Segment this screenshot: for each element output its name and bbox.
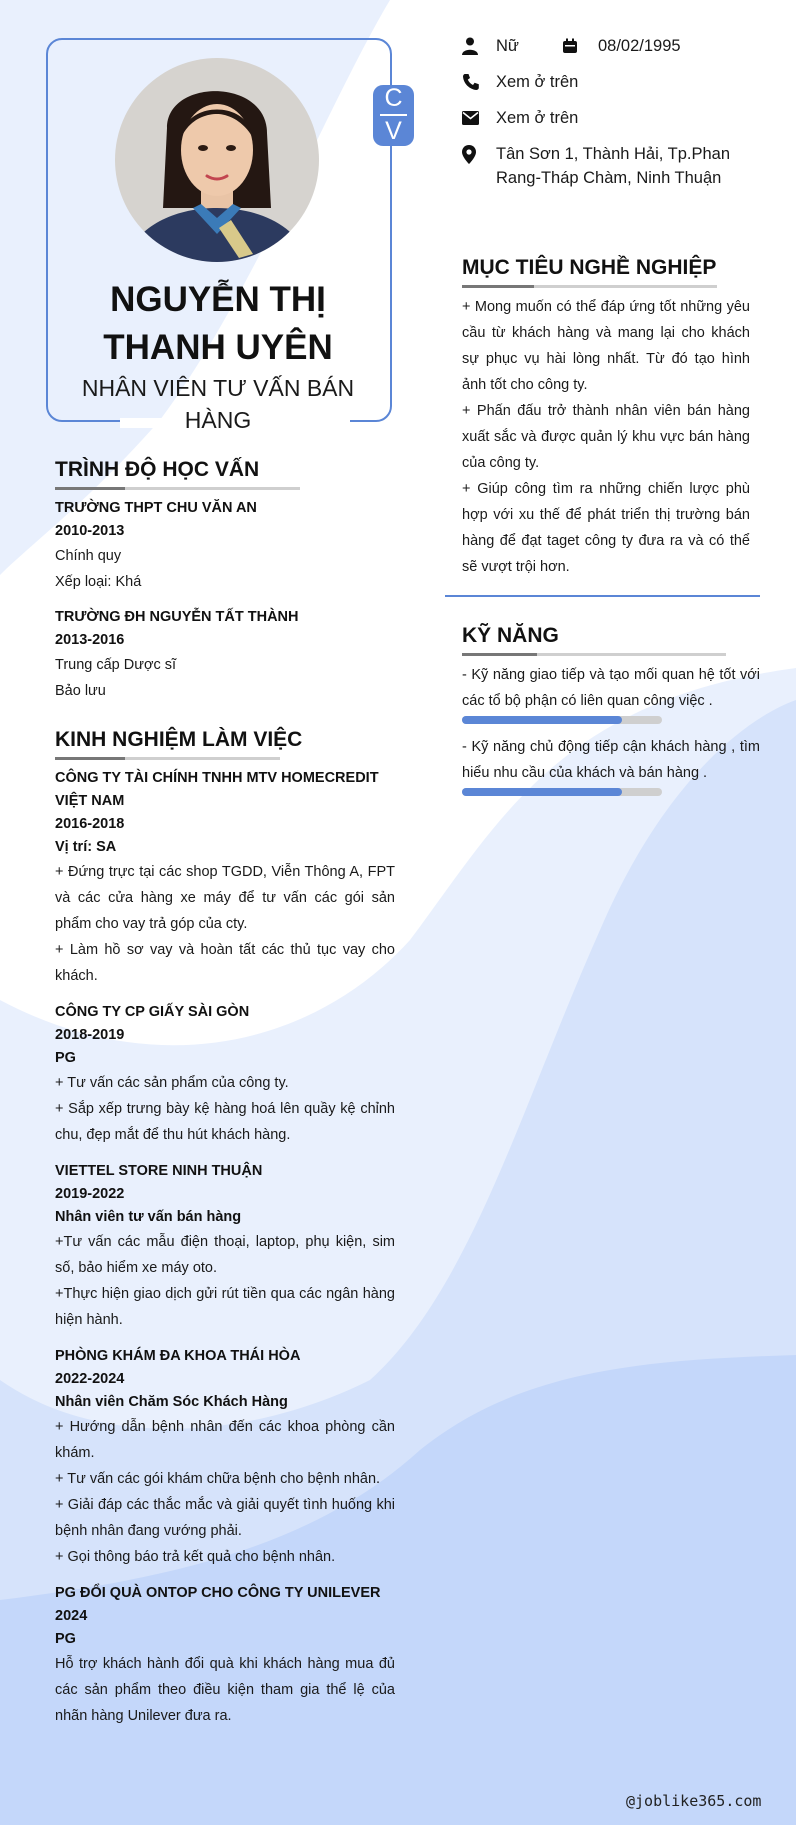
school-years: 2010-2013 xyxy=(55,523,125,539)
work-desc: + Gọi thông báo trả kết quả cho bệnh nhân. xyxy=(55,1549,336,1565)
education-underline xyxy=(55,487,300,490)
contact-info xyxy=(462,34,762,202)
cv-badge xyxy=(373,85,414,146)
skills-underline xyxy=(462,653,726,656)
work-role: PG xyxy=(55,1631,76,1647)
objective-item: + Giúp công tìm ra những chiến lược phù hợp với xu thế để phát triển thị trường bán hàng để đạt taget công ty đưa ra và có thể sẽ vượt trội hơn. xyxy=(462,481,750,575)
school-name: TRƯỜNG THPT CHU VĂN AN xyxy=(55,500,257,516)
experience-section xyxy=(55,726,395,1729)
candidate-name: NGUYỄN THỊ THANH UYÊN xyxy=(103,280,333,367)
work-desc: Hỗ trợ khách hành đổi quà khi khách hàng mua đủ các sản phẩm theo điều kiện tham gia thể lệ của nhãn hàng Unilever đưa ra. xyxy=(55,1656,395,1724)
contact-row-gender-dob xyxy=(462,34,762,58)
education-section xyxy=(55,456,395,704)
section-divider xyxy=(445,595,760,597)
company-name: PHÒNG KHÁM ĐA KHOA THÁI HÒA xyxy=(55,1348,301,1364)
envelope-icon xyxy=(462,106,482,130)
avatar xyxy=(115,58,319,262)
portrait-image xyxy=(115,58,319,262)
map-pin-icon xyxy=(462,142,482,166)
work-role: PG xyxy=(55,1050,76,1066)
work-years: 2018-2019 xyxy=(55,1027,125,1043)
phone-icon xyxy=(462,70,482,94)
company-name: CÔNG TY CP GIẤY SÀI GÒN xyxy=(55,1004,250,1020)
experience-item xyxy=(55,1160,395,1333)
work-role: Nhân viên tư vấn bán hàng xyxy=(55,1209,242,1225)
work-desc: +Thực hiện giao dịch gửi rút tiền qua các ngân hàng hiện hành. xyxy=(55,1286,395,1328)
objective-title: MỤC TIÊU NGHỀ NGHIỆP xyxy=(462,256,717,279)
work-desc: +Tư vấn các mẫu điện thoại, laptop, phụ kiện, sim số, bảo hiểm xe máy oto. xyxy=(55,1234,395,1276)
skill-bar-fill xyxy=(462,716,622,724)
contact-row-email xyxy=(462,106,762,130)
cv-badge-separator xyxy=(380,114,407,116)
experience-title: KINH NGHIỆM LÀM VIỆC xyxy=(55,728,303,751)
work-years: 2019-2022 xyxy=(55,1186,125,1202)
school-name: TRƯỜNG ĐH NGUYỄN TẤT THÀNH xyxy=(55,609,299,625)
phone-value: Xem ở trên xyxy=(496,73,579,91)
school-detail: Bảo lưu xyxy=(55,683,106,699)
work-desc: + Đứng trực tại các shop TGDD, Viễn Thông A, FPT và các cửa hàng xe máy để tư vấn các gói sản phẩm cho vay trả góp của cty. xyxy=(55,864,395,932)
work-desc: + Hướng dẫn bệnh nhân đến các khoa phòng cần khám. xyxy=(55,1419,395,1461)
school-detail: Chính quy xyxy=(55,548,122,564)
skill-bar xyxy=(462,788,662,796)
experience-item xyxy=(55,1345,395,1570)
company-name: CÔNG TY TÀI CHÍNH TNHH MTV HOMECREDIT VIỆT NAM xyxy=(55,770,379,809)
contact-row-phone xyxy=(462,70,762,94)
cv-badge-letter-c: C xyxy=(384,84,403,112)
work-role: Nhân viên Chăm Sóc Khách Hàng xyxy=(55,1394,288,1410)
work-desc: + Tư vấn các gói khám chữa bệnh cho bệnh nhân. xyxy=(55,1471,381,1487)
work-desc: + Tư vấn các sản phẩm của công ty. xyxy=(55,1075,289,1091)
work-role: Vị trí: SA xyxy=(55,839,117,855)
education-item xyxy=(55,606,395,704)
education-title: TRÌNH ĐỘ HỌC VẤN xyxy=(55,458,260,481)
objective-section xyxy=(462,254,750,580)
skills-section xyxy=(462,622,760,806)
calendar-icon xyxy=(562,34,582,58)
work-years: 2016-2018 xyxy=(55,816,125,832)
objective-underline xyxy=(462,285,717,288)
dob-value: 08/02/1995 xyxy=(598,37,681,55)
objective-item: + Mong muốn có thể đáp ứng tốt những yêu cầu từ khách hàng và mang lại cho khách sự phục vụ hài lòng nhất. Từ đó tạo hình ảnh tốt cho công ty. xyxy=(462,299,750,393)
school-detail: Trung cấp Dược sĩ xyxy=(55,657,177,673)
work-desc: + Sắp xếp trưng bày kệ hàng hoá lên quầy kệ chỉnh chu, đẹp mắt để thu hút khách hàng. xyxy=(55,1101,395,1143)
work-years: 2022-2024 xyxy=(55,1371,125,1387)
school-years: 2013-2016 xyxy=(55,632,125,648)
email-value: Xem ở trên xyxy=(496,109,579,127)
contact-row-address xyxy=(462,142,762,190)
work-years: 2024 xyxy=(55,1608,88,1624)
experience-item xyxy=(55,767,395,989)
person-icon xyxy=(462,34,482,58)
school-detail: Xếp loại: Khá xyxy=(55,574,142,590)
job-title: NHÂN VIÊN TƯ VẤN BÁN HÀNG xyxy=(81,375,355,433)
skill-bar-fill xyxy=(462,788,622,796)
skills-title: KỸ NĂNG xyxy=(462,624,559,647)
cv-badge-letter-v: V xyxy=(385,117,402,145)
skill-text: - Kỹ năng giao tiếp và tạo mối quan hệ tốt với các tổ bộ phận có liên quan công việc . xyxy=(462,667,760,709)
company-name: PG ĐỔI QUÀ ONTOP CHO CÔNG TY UNILEVER xyxy=(55,1585,381,1601)
education-item xyxy=(55,497,395,595)
objective-item: + Phấn đấu trở thành nhân viên bán hàng xuất sắc và được quản lý khu vực bán hàng của công ty. xyxy=(462,403,750,471)
experience-item xyxy=(55,1001,395,1148)
company-name: VIETTEL STORE NINH THUẬN xyxy=(55,1163,263,1179)
experience-item xyxy=(55,1582,395,1729)
address-value: Tân Sơn 1, Thành Hải, Tp.Phan Rang-Tháp Chàm, Ninh Thuận xyxy=(496,145,731,187)
skill-text: - Kỹ năng chủ động tiếp cận khách hàng , tìm hiểu nhu cầu của khách và bán hàng . xyxy=(462,739,760,781)
experience-underline xyxy=(55,757,280,760)
skill-bar xyxy=(462,716,662,724)
work-desc: + Làm hồ sơ vay và hoàn tất các thủ tục vay cho khách. xyxy=(55,942,395,984)
watermark: @joblike365.com xyxy=(626,1792,762,1810)
work-desc: + Giải đáp các thắc mắc và giải quyết tình huống khi bệnh nhân đang vướng phải. xyxy=(55,1497,395,1539)
gender-value: Nữ xyxy=(496,37,519,55)
